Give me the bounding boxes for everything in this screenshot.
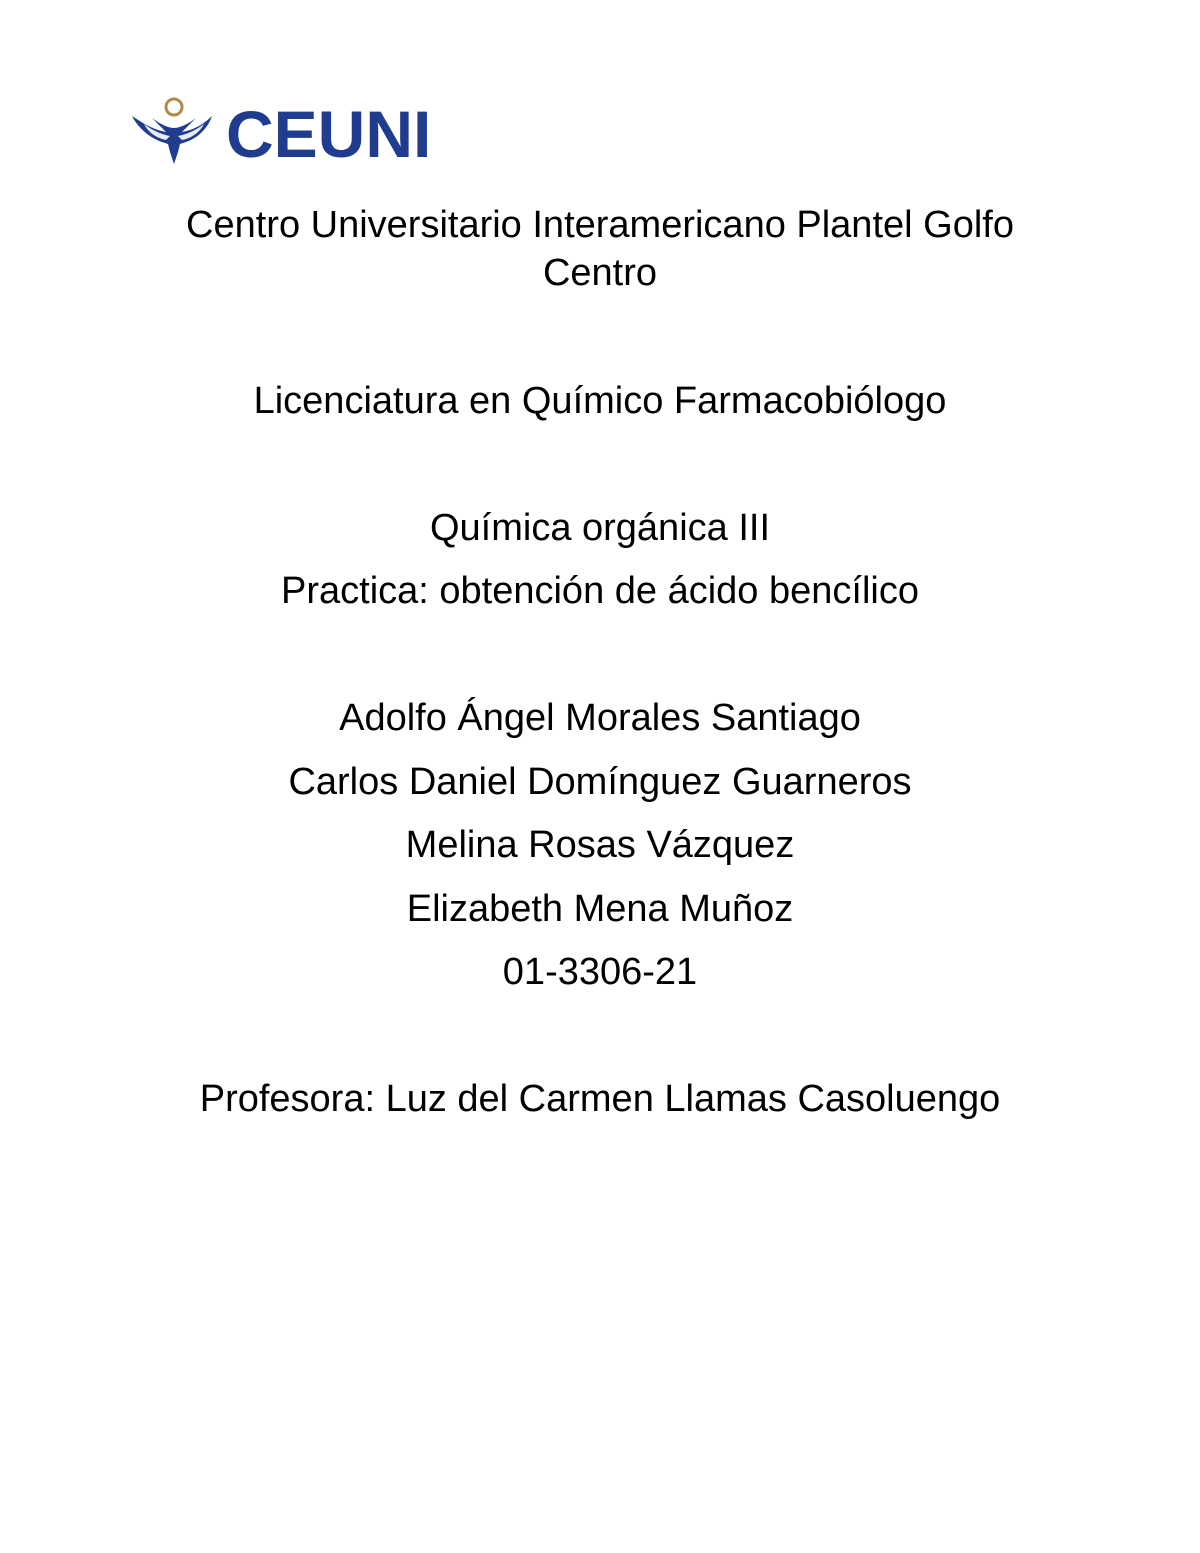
- institution-line-1: Centro Universitario Interamericano Plantel Golfo: [186, 204, 1014, 246]
- professor-name: Profesora: Luz del Carmen Llamas Casoluengo: [199, 1078, 1001, 1120]
- student-name: Melina Rosas Vázquez: [405, 824, 795, 866]
- logo-wordmark: CEUNI: [226, 97, 432, 170]
- course-name: Química orgánica III: [429, 507, 771, 549]
- institution-line-2: Centro: [542, 252, 658, 294]
- student-name: Adolfo Ángel Morales Santiago: [339, 697, 861, 739]
- degree-title: Licenciatura en Químico Farmacobiólogo: [253, 380, 947, 422]
- student-name: Carlos Daniel Domínguez Guarneros: [288, 761, 912, 803]
- student-name: Elizabeth Mena Muñoz: [406, 888, 794, 930]
- ceuni-logo: [130, 94, 440, 170]
- group-code: 01-3306-21: [502, 951, 698, 993]
- practice-title: Practica: obtención de ácido bencílico: [281, 570, 919, 612]
